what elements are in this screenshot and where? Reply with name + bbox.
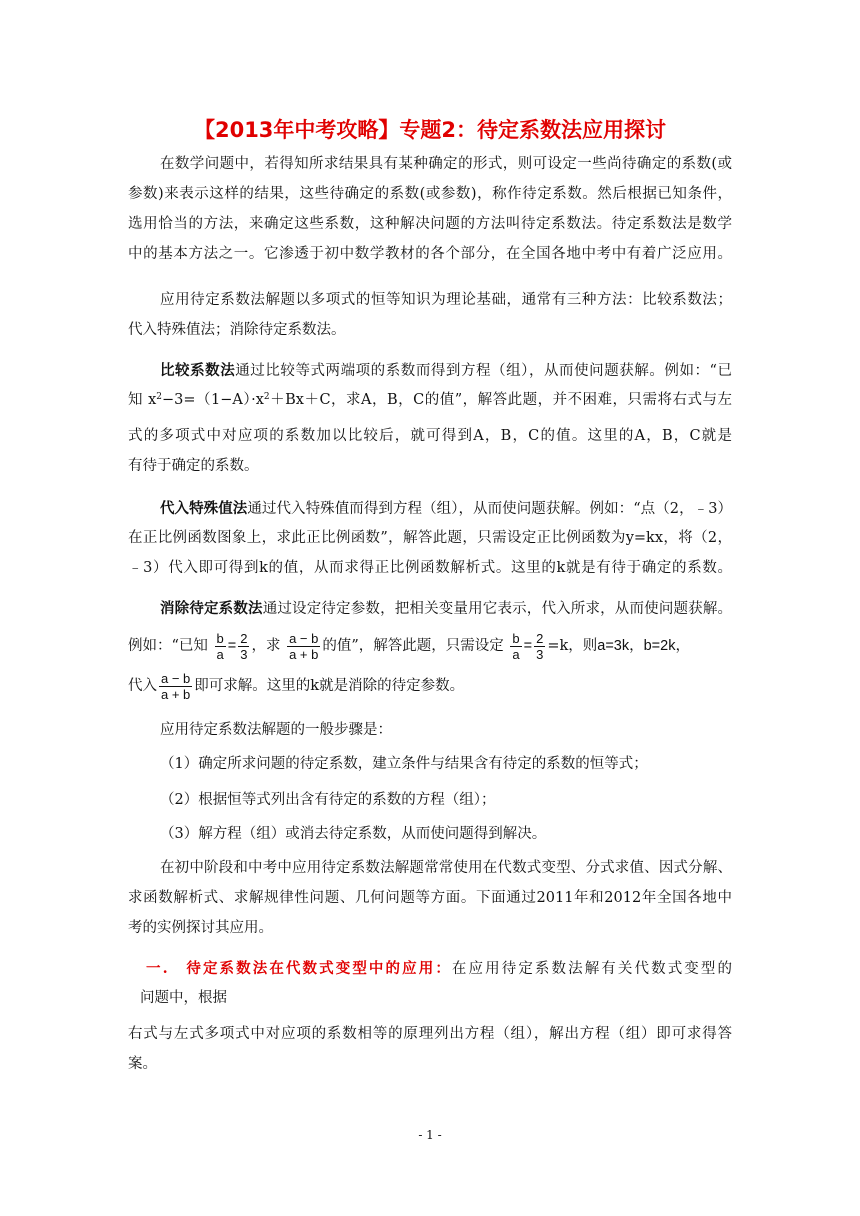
fraction-b-over-a: $\frac{b}{a}$ (216, 630, 224, 662)
compare-term: 比较系数法 (160, 362, 236, 379)
fraction-b-over-a-2: $\frac{b}{a}$ (512, 630, 520, 662)
intro-line-3: 选用恰当的方法，来确定这些系数，这种解决问题的方法叫待定系数法。待定系数法是数学 (128, 216, 732, 232)
eliminate-term: 消除待定系数法 (160, 600, 263, 617)
eliminate-example-line: 例如：“已知 $\frac{b}{a}$ = $\frac{2}{3}$ ，求 $\frac{a - b}{a + b}$ 的值”，解答此题，只需设定 $\frac{b}{a}$ = $\frac{2}{3}$ =k，则a=3k，b=2k， (128, 630, 690, 662)
application-line-1: 在初中阶段和中考中应用待定系数法解题常常使用在代数式变型、分式求值、因式分解、 (160, 860, 732, 876)
intro-line-4: 中的基本方法之一。它渗透于初中数学教材的各个部分，在全国各地中考中有着广泛应用。 (128, 246, 732, 262)
special-line-1: 代入特殊值法通过代入特殊值而得到方程（组），从而使问题获解。例如：“点（2，﹣3） (160, 500, 732, 517)
compare-line-1: 比较系数法通过比较等式两端项的系数而得到方程（组），从而使问题获解。例如：“已 (160, 362, 732, 379)
fraction-2-over-3-2: $\frac{2}{3}$ (536, 630, 544, 662)
step-1: （1）确定所求问题的待定系数，建立条件与结果含有待定的系数的恒等式； (160, 756, 648, 772)
section-1-line-1: 一. 待定系数法在代数式变型中的应用：在应用待定系数法解有关代数式变型的 (146, 960, 732, 977)
intro-line-1: 在数学问题中，若得知所求结果具有某种确定的形式，则可设定一些尚待确定的系数(或 (160, 156, 732, 172)
application-line-2: 求函数解析式、求解规律性问题、几何问题等方面。下面通过2011年和2012年全国各地中 (128, 890, 732, 906)
step-2: （2）根据恒等式列出含有待定的系数的方程（组）； (160, 792, 496, 808)
special-term: 代入特殊值法 (160, 500, 248, 517)
eliminate-substitute-line: 代入 $\frac{a - b}{a + b}$ 即可求解。这里的k就是消除的待定参数。 (128, 670, 465, 702)
special-line-2: 在正比例函数图象上，求此正比例函数”，解答此题，只需设定正比例函数为y=kx，将（2， (128, 530, 732, 546)
fraction-2-over-3: $\frac{2}{3}$ (240, 630, 248, 662)
step-3: （3）解方程（组）或消去待定系数，从而使问题得到解决。 (160, 826, 547, 842)
fraction-a-minus-b-over-a-plus-b-2: $\frac{a - b}{a + b}$ (161, 670, 191, 702)
fraction-a-minus-b-over-a-plus-b: $\frac{a - b}{a + b}$ (289, 630, 319, 662)
compare-line-3: 式的多项式中对应项的系数加以比较后，就可得到A，B，C的值。这里的A，B，C就是 (128, 428, 732, 444)
page-number: - 1 - (418, 1128, 442, 1142)
compare-line-4: 有待于确定的系数。 (128, 458, 259, 474)
application-line-3: 考的实例探讨其应用。 (128, 920, 273, 936)
steps-intro: 应用待定系数法解题的一般步骤是： (160, 722, 392, 738)
intro-line-2: 参数)来表示这样的结果，这些待确定的系数(或参数)，称作待定系数。然后根据已知条件， (128, 186, 732, 202)
methods-line-1: 应用待定系数法解题以多项式的恒等知识为理论基础，通常有三种方法：比较系数法； (160, 292, 732, 308)
compare-line-2: 知 $x^2-3=(1-A)\cdot x^2+Bx+C$，求A，B，C的值”，解答此题，并不困难，只需将右式与左 (128, 392, 732, 408)
special-line-3: ﹣3）代入即可得到k的值，从而求得正比例函数解析式。这里的k就是有待于确定的系数。 (128, 560, 732, 576)
eliminate-line-1: 消除待定系数法通过设定待定参数，把相关变量用它表示，代入所求，从而使问题获解。 (160, 600, 733, 617)
page-title: 【2013年中考攻略】专题2：待定系数法应用探讨 (193, 118, 667, 142)
section-1-line-4: 案。 (128, 1056, 157, 1072)
section-1-line-3: 右式与左式多项式中对应项的系数相等的原理列出方程（组），解出方程（组）即可求得答 (128, 1026, 732, 1042)
section-1-heading: 一. 待定系数法在代数式变型中的应用： (146, 960, 452, 977)
methods-line-2: 代入特殊值法；消除待定系数法。 (128, 322, 346, 338)
section-1-line-2: 问题中，根据 (140, 990, 227, 1006)
